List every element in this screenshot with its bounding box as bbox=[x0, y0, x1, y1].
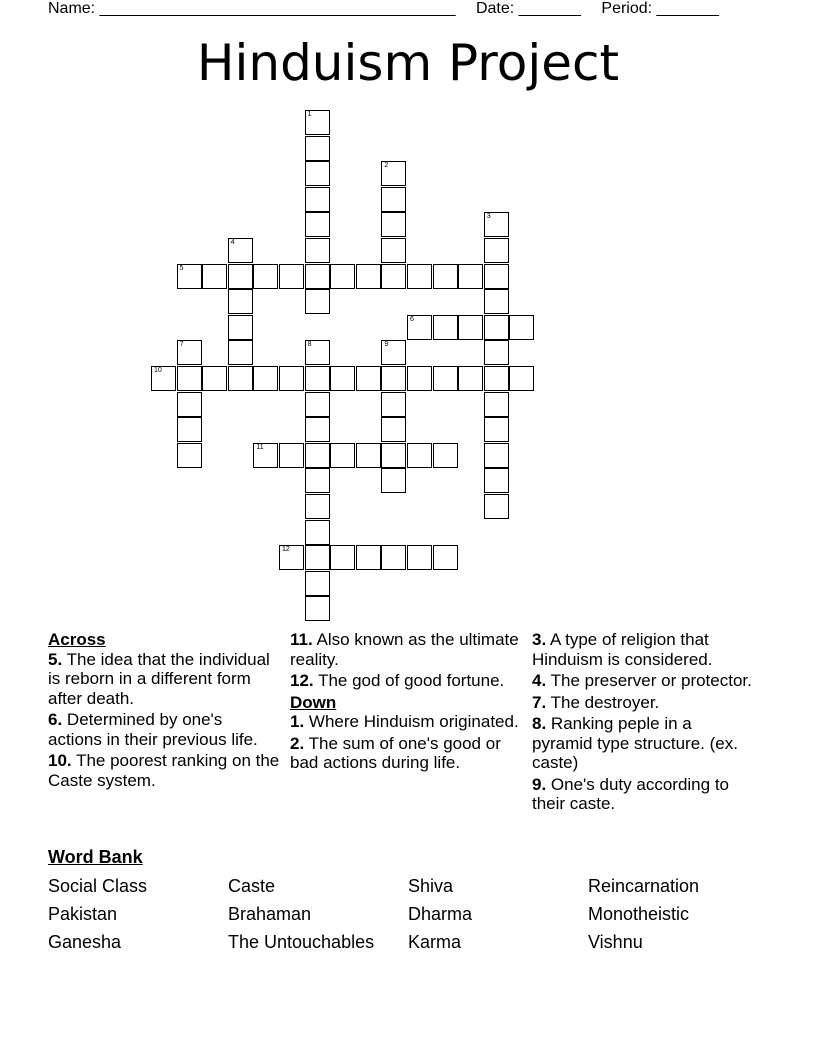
clues-column-3 bbox=[532, 630, 752, 816]
crossword-cell[interactable] bbox=[381, 392, 406, 417]
crossword-cell[interactable] bbox=[151, 366, 176, 391]
word-bank-item: Dharma bbox=[408, 904, 473, 924]
crossword-cell[interactable] bbox=[177, 264, 202, 289]
crossword-cell[interactable] bbox=[228, 238, 253, 263]
clue-number: 7 bbox=[179, 341, 184, 349]
crossword-cell[interactable] bbox=[484, 238, 509, 263]
crossword-cell[interactable] bbox=[433, 315, 458, 340]
crossword-cell[interactable] bbox=[433, 545, 458, 570]
crossword-cell[interactable] bbox=[305, 520, 330, 545]
crossword-cell[interactable] bbox=[330, 366, 355, 391]
down-clue-7: 7. The destroyer. bbox=[532, 692, 660, 712]
clue-number: 5 bbox=[179, 264, 184, 272]
crossword-cell[interactable] bbox=[433, 366, 458, 391]
crossword-cell[interactable] bbox=[253, 264, 278, 289]
crossword-cell[interactable] bbox=[228, 366, 253, 391]
crossword-cell[interactable] bbox=[177, 417, 202, 442]
crossword-cell[interactable] bbox=[484, 417, 509, 442]
crossword-cell[interactable] bbox=[484, 289, 509, 314]
crossword-cell[interactable] bbox=[407, 443, 432, 468]
crossword-cell[interactable] bbox=[305, 340, 330, 365]
crossword-cell[interactable] bbox=[381, 264, 406, 289]
crossword-cell[interactable] bbox=[356, 264, 381, 289]
crossword-cell[interactable] bbox=[305, 443, 330, 468]
crossword-cell[interactable] bbox=[381, 187, 406, 212]
word-bank-item: Ganesha bbox=[48, 932, 122, 952]
crossword-cell[interactable] bbox=[305, 161, 330, 186]
clue-number: 2 bbox=[384, 162, 389, 170]
word-bank-item: Shiva bbox=[408, 876, 454, 896]
crossword-cell[interactable] bbox=[381, 238, 406, 263]
crossword-cell[interactable] bbox=[305, 289, 330, 314]
crossword-cell[interactable] bbox=[484, 264, 509, 289]
clue-number: 11 bbox=[256, 443, 264, 451]
word-bank-item: Vishnu bbox=[588, 932, 643, 952]
crossword-cell[interactable] bbox=[484, 366, 509, 391]
student-info-header bbox=[48, 0, 735, 18]
clue-number: 12 bbox=[282, 546, 290, 554]
crossword-cell[interactable] bbox=[458, 264, 483, 289]
crossword-cell[interactable] bbox=[407, 264, 432, 289]
name-field-label[interactable]: Name: ________________________________________ bbox=[48, 0, 456, 17]
word-bank-item: Monotheistic bbox=[588, 904, 690, 924]
crossword-cell[interactable] bbox=[177, 340, 202, 365]
crossword-cell[interactable] bbox=[305, 596, 330, 621]
crossword-cell[interactable] bbox=[381, 366, 406, 391]
crossword-cell[interactable] bbox=[253, 443, 278, 468]
clue-number: 10 bbox=[154, 367, 162, 374]
crossword-cell[interactable] bbox=[279, 264, 304, 289]
crossword-cell[interactable] bbox=[305, 366, 330, 391]
across-clue-6: 6. Determined by one's actions in their previous life. bbox=[48, 710, 258, 749]
crossword-cell[interactable] bbox=[279, 545, 304, 570]
clues-column-2 bbox=[290, 630, 528, 775]
crossword-cell[interactable] bbox=[177, 392, 202, 417]
word-bank-item: Karma bbox=[408, 932, 462, 952]
crossword-cell[interactable] bbox=[433, 264, 458, 289]
date-field-label[interactable]: Date: _______ bbox=[475, 0, 581, 17]
clue-number: 9 bbox=[384, 341, 389, 349]
clue-number: 6 bbox=[410, 315, 414, 323]
crossword-cell[interactable] bbox=[202, 264, 227, 289]
down-clue-9: 9. One's duty according to their caste. bbox=[532, 774, 729, 813]
crossword-cell[interactable] bbox=[228, 289, 253, 314]
down-clue-2: 2. The sum of one's good or bad actions during life. bbox=[290, 733, 501, 772]
crossword-cell[interactable] bbox=[484, 494, 509, 519]
crossword-cell[interactable] bbox=[177, 443, 202, 468]
crossword-cell[interactable] bbox=[433, 443, 458, 468]
clue-number: 4 bbox=[230, 239, 235, 246]
crossword-cell[interactable] bbox=[305, 545, 330, 570]
clue-number: 8 bbox=[307, 341, 312, 349]
crossword-cell[interactable] bbox=[305, 571, 330, 596]
crossword-cell[interactable] bbox=[381, 545, 406, 570]
word-bank-item: Brahaman bbox=[228, 904, 312, 924]
crossword-cell[interactable] bbox=[305, 468, 330, 493]
word-bank-item: The Untouchables bbox=[228, 932, 375, 952]
crossword-cell[interactable] bbox=[305, 212, 330, 237]
crossword-cell[interactable] bbox=[330, 264, 355, 289]
crossword-cell[interactable] bbox=[356, 443, 381, 468]
down-clue-8: 8. Ranking peple in a pyramid type structure. (ex. caste) bbox=[532, 714, 738, 772]
crossword-cell[interactable] bbox=[330, 545, 355, 570]
down-clue-4: 4. The preserver or protector. bbox=[532, 671, 752, 690]
crossword-cell[interactable] bbox=[407, 366, 432, 391]
crossword-cell[interactable] bbox=[356, 366, 381, 391]
crossword-cell[interactable] bbox=[305, 238, 330, 263]
crossword-cell[interactable] bbox=[202, 366, 227, 391]
crossword-cell[interactable] bbox=[279, 366, 304, 391]
crossword-cell[interactable] bbox=[228, 315, 253, 340]
crossword-cell[interactable] bbox=[177, 366, 202, 391]
clue-number: 3 bbox=[486, 213, 491, 221]
period-field-label[interactable]: Period: _______ bbox=[601, 0, 719, 17]
across-clue-11: 11. Also known as the ultimate reality. bbox=[290, 630, 519, 669]
crossword-cell[interactable] bbox=[305, 187, 330, 212]
crossword-cell[interactable] bbox=[484, 443, 509, 468]
word-bank-item: Social Class bbox=[48, 876, 148, 896]
crossword-cell[interactable] bbox=[305, 110, 330, 135]
crossword-cell[interactable] bbox=[253, 366, 278, 391]
crossword-cell[interactable] bbox=[484, 315, 509, 340]
crossword-cell[interactable] bbox=[381, 212, 406, 237]
down-heading: Down bbox=[290, 692, 337, 712]
crossword-cell[interactable] bbox=[381, 443, 406, 468]
crossword-cell[interactable] bbox=[381, 468, 406, 493]
crossword-cell[interactable] bbox=[381, 161, 406, 186]
crossword-cell[interactable] bbox=[381, 340, 406, 365]
word-bank-heading: Word Bank bbox=[48, 847, 143, 867]
across-heading: Across bbox=[48, 630, 106, 649]
clue-number: 1 bbox=[307, 111, 312, 118]
crossword-cell[interactable] bbox=[305, 264, 330, 289]
down-clue-3: 3. A type of religion that Hinduism is considered. bbox=[532, 630, 713, 669]
crossword-cell[interactable] bbox=[484, 212, 509, 237]
crossword-cell[interactable] bbox=[381, 417, 406, 442]
across-clue-10: 10. The poorest ranking on the Caste system. bbox=[48, 751, 280, 790]
down-clue-1: 1. Where Hinduism originated. bbox=[290, 712, 519, 731]
crossword-cell[interactable] bbox=[509, 315, 534, 340]
crossword-cell[interactable] bbox=[305, 392, 330, 417]
crossword-cell[interactable] bbox=[509, 366, 534, 391]
crossword-cell[interactable] bbox=[407, 545, 432, 570]
crossword-cell[interactable] bbox=[305, 417, 330, 442]
page-title: Hinduism Project bbox=[196, 34, 620, 92]
crossword-cell[interactable] bbox=[228, 340, 253, 365]
word-bank-item: Pakistan bbox=[48, 904, 118, 924]
word-bank-item: Caste bbox=[228, 876, 276, 896]
crossword-cell[interactable] bbox=[458, 315, 483, 340]
crossword-cell[interactable] bbox=[305, 494, 330, 519]
across-clue-5: 5. The idea that the individual is reborn in a different form after death. bbox=[48, 649, 270, 708]
crossword-cell[interactable] bbox=[407, 315, 432, 340]
crossword-cell[interactable] bbox=[458, 366, 483, 391]
across-clue-12: 12. The god of good fortune. bbox=[290, 671, 505, 690]
word-bank-item: Reincarnation bbox=[588, 876, 700, 896]
crossword-cell[interactable] bbox=[484, 468, 509, 493]
crossword-cell[interactable] bbox=[484, 392, 509, 417]
crossword-cell[interactable] bbox=[305, 136, 330, 161]
crossword-cell[interactable] bbox=[228, 264, 253, 289]
crossword-cell[interactable] bbox=[484, 340, 509, 365]
crossword-cell[interactable] bbox=[279, 443, 304, 468]
crossword-cell[interactable] bbox=[356, 545, 381, 570]
clues-column-1 bbox=[48, 630, 280, 792]
crossword-cell[interactable] bbox=[330, 443, 355, 468]
